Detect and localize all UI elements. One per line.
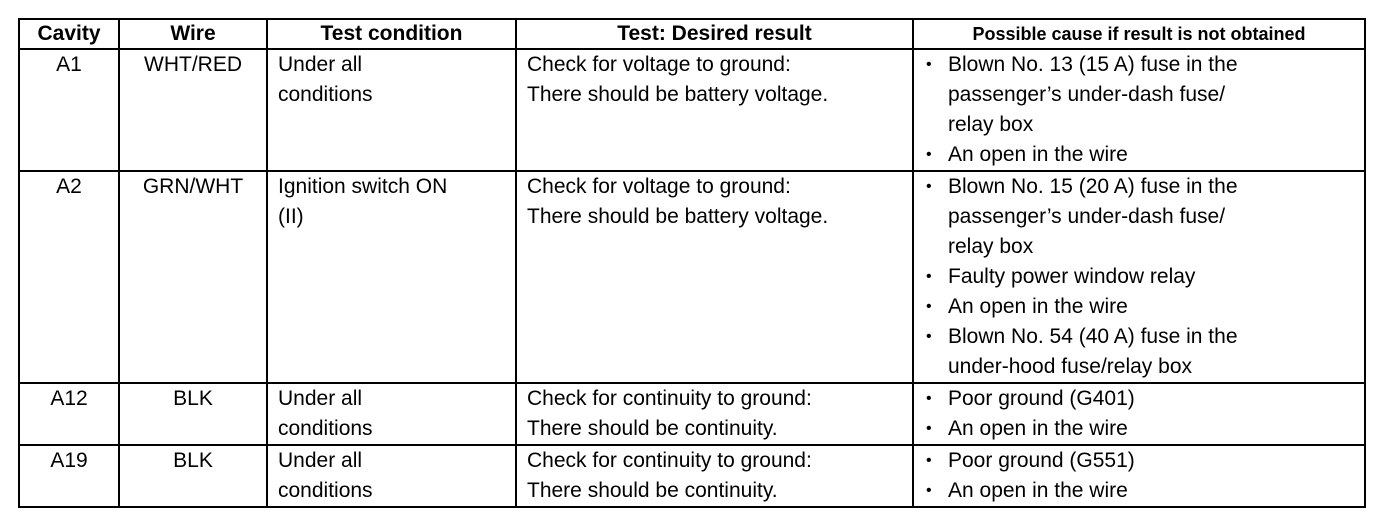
bullet-icon: • [926,268,932,285]
condition-value: Ignition switch ON (II) [278,175,448,228]
cause-text: Blown No. 13 (15 A) fuse in the passenger’s under-dash fuse/ relay box [948,53,1238,136]
cavity-cell [19,49,119,171]
cause-list [914,172,1364,382]
cause-cell [913,445,1365,507]
cause-text: An open in the wire [948,143,1128,166]
bullet-icon: • [926,390,932,407]
wire-cell [119,49,267,171]
cavity-value: A19 [50,449,88,472]
result-cell [516,49,913,171]
cause-text: An open in the wire [948,295,1128,318]
result-value: Check for voltage to ground: There should be battery voltage. [527,53,829,106]
bullet-icon: • [926,298,932,315]
cavity-value: A12 [50,387,88,410]
header-possible-cause: Possible cause if result is not obtained [913,19,1365,49]
connector-test-table [18,18,1366,508]
cause-item [926,140,1360,170]
table-row [19,171,1365,383]
result-value: Check for voltage to ground: There should be battery voltage. [527,175,829,228]
condition-cell [267,171,516,383]
wire-cell [119,383,267,445]
condition-cell [267,445,516,507]
cavity-cell [19,171,119,383]
cause-text: Poor ground (G401) [948,387,1135,410]
cavity-cell [19,445,119,507]
header-row [19,19,1365,49]
table-row [19,383,1365,445]
condition-cell [267,383,516,445]
header-cavity: Cavity [19,19,119,49]
cause-list [914,50,1364,170]
wire-value: GRN/WHT [142,175,244,198]
cause-text: Blown No. 15 (20 A) fuse in the passenger’s under-dash fuse/ relay box [948,175,1238,258]
cause-text: Poor ground (G551) [948,449,1135,472]
bullet-icon: • [926,420,932,437]
header-wire: Wire [119,19,267,49]
result-cell [516,383,913,445]
bullet-icon: • [926,178,932,195]
wire-value: BLK [173,387,213,410]
bullet-icon: • [926,328,932,345]
cause-item [926,172,1360,262]
cause-list [914,446,1364,506]
cavity-value: A1 [56,53,82,76]
result-value: Check for continuity to ground: There should be continuity. [527,449,812,502]
cause-item [926,50,1360,140]
wire-value: BLK [173,449,213,472]
bullet-icon: • [926,146,932,163]
wire-cell [119,171,267,383]
condition-cell [267,49,516,171]
bullet-icon: • [926,56,932,73]
table-row [19,445,1365,507]
cause-item [926,322,1360,382]
wire-value: WHT/RED [144,53,242,76]
cause-cell [913,171,1365,383]
bullet-icon: • [926,482,932,499]
cause-item [926,414,1360,444]
cause-text: Blown No. 54 (40 A) fuse in the under-hood fuse/relay box [948,325,1238,378]
condition-value: Under all conditions [278,449,373,502]
wire-cell [119,445,267,507]
result-cell [516,445,913,507]
result-cell [516,171,913,383]
header-desired-result: Test: Desired result [516,19,913,49]
cause-text: An open in the wire [948,417,1128,440]
cause-item [926,476,1360,506]
cause-text: Faulty power window relay [948,265,1196,288]
bullet-icon: • [926,452,932,469]
cause-text: An open in the wire [948,479,1128,502]
cavity-value: A2 [56,175,82,198]
cause-list [914,384,1364,444]
condition-value: Under all conditions [278,53,373,106]
result-value: Check for continuity to ground: There should be continuity. [527,387,812,440]
cause-cell [913,49,1365,171]
header-test-condition: Test condition [267,19,516,49]
cause-item [926,292,1360,322]
cause-item [926,262,1360,292]
cause-cell [913,383,1365,445]
table-row [19,49,1365,171]
cavity-cell [19,383,119,445]
condition-value: Under all conditions [278,387,373,440]
cause-item [926,446,1360,476]
cause-item [926,384,1360,414]
